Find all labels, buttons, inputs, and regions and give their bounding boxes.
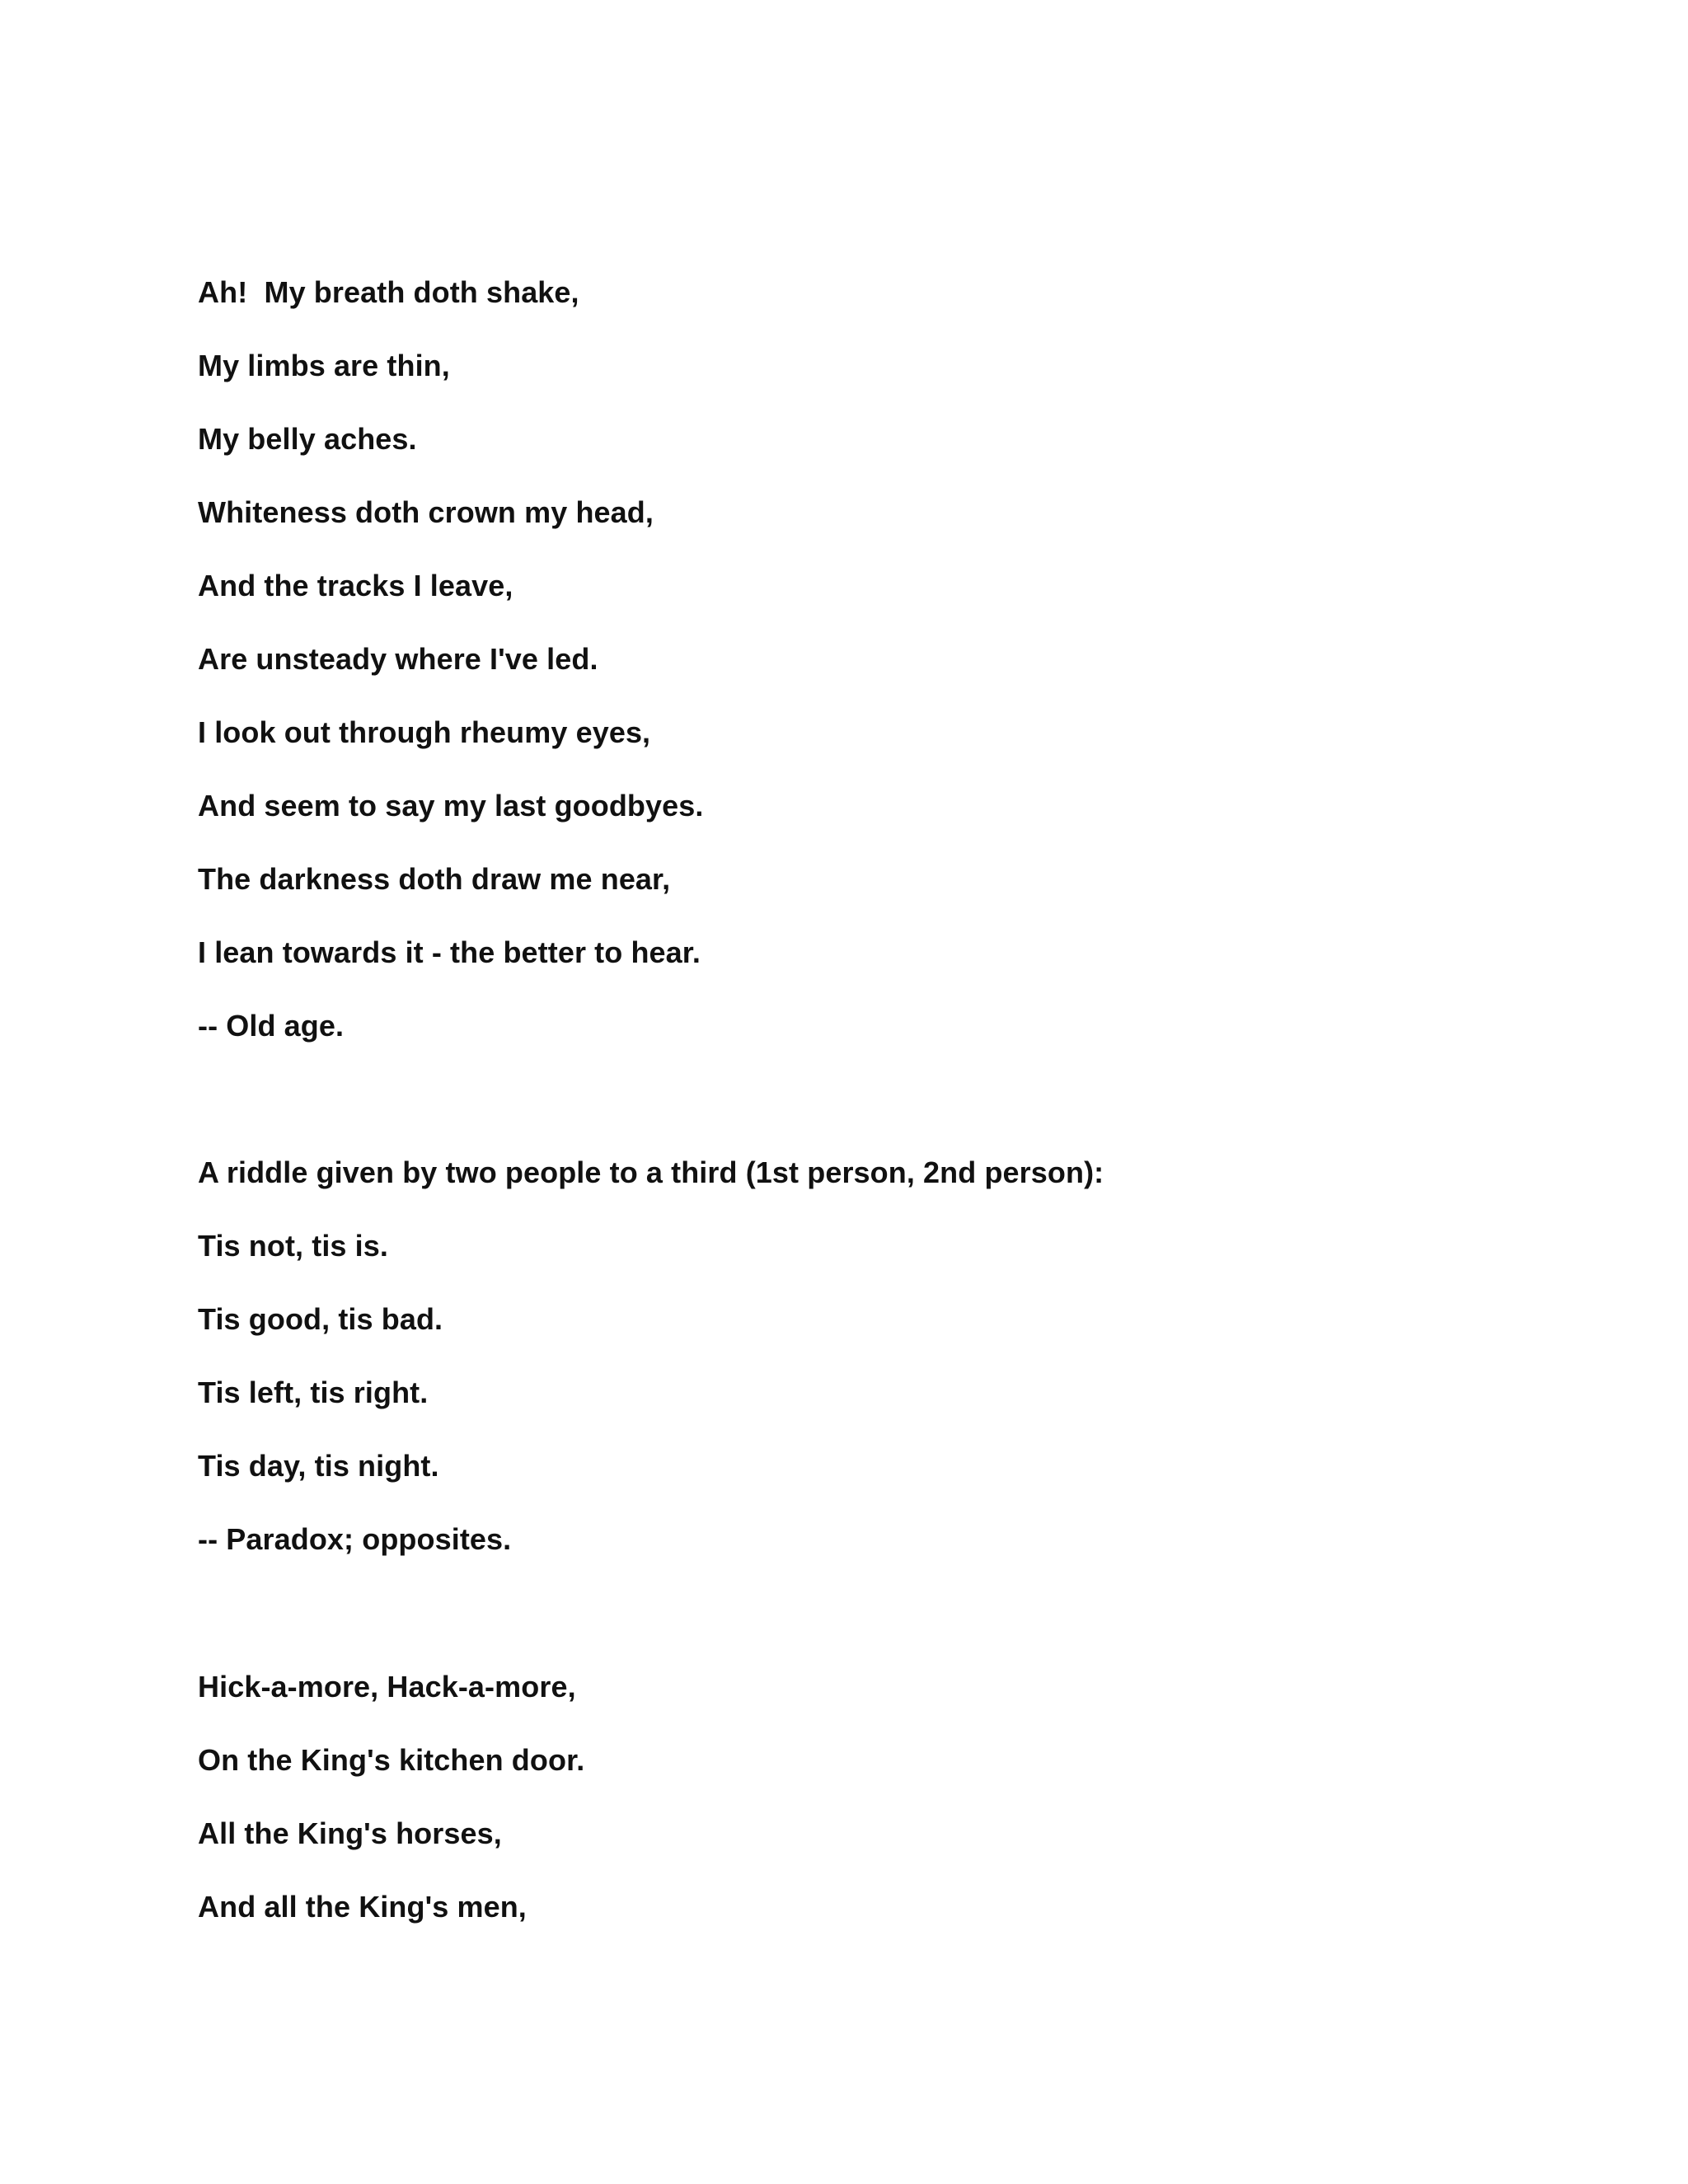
riddle-line: Are unsteady where I've led. <box>198 642 598 676</box>
riddle-line: My limbs are thin, <box>198 349 450 382</box>
riddle-line: Ah! My breath doth shake, <box>198 275 579 309</box>
riddle-line: Tis good, tis bad. <box>198 1302 443 1336</box>
riddle-line: The darkness doth draw me near, <box>198 862 671 896</box>
riddle-line: I lean towards it - the better to hear. <box>198 935 701 969</box>
riddle-line: Tis left, tis right. <box>198 1376 429 1409</box>
riddle-answer: -- Paradox; opposites. <box>198 1522 512 1556</box>
riddle-line: On the King's kitchen door. <box>198 1743 585 1777</box>
riddle-line: And all the King's men, <box>198 1890 527 1924</box>
riddle-answer: -- Old age. <box>198 1009 345 1043</box>
riddle-line: Tis day, tis night. <box>198 1449 439 1483</box>
riddle-line: Hick-a-more, Hack-a-more, <box>198 1670 576 1704</box>
riddle-line: My belly aches. <box>198 422 417 456</box>
riddle-line: And seem to say my last goodbyes. <box>198 789 704 823</box>
riddle-line: I look out through rheumy eyes, <box>198 715 651 749</box>
riddle-line: Whiteness doth crown my head, <box>198 495 654 529</box>
riddle-line: Tis not, tis is. <box>198 1229 388 1263</box>
riddle-line: All the King's horses, <box>198 1816 502 1850</box>
riddle-intro: A riddle given by two people to a third (1st person, 2nd person): <box>198 1155 1104 1189</box>
riddle-line: And the tracks I leave, <box>198 569 513 602</box>
